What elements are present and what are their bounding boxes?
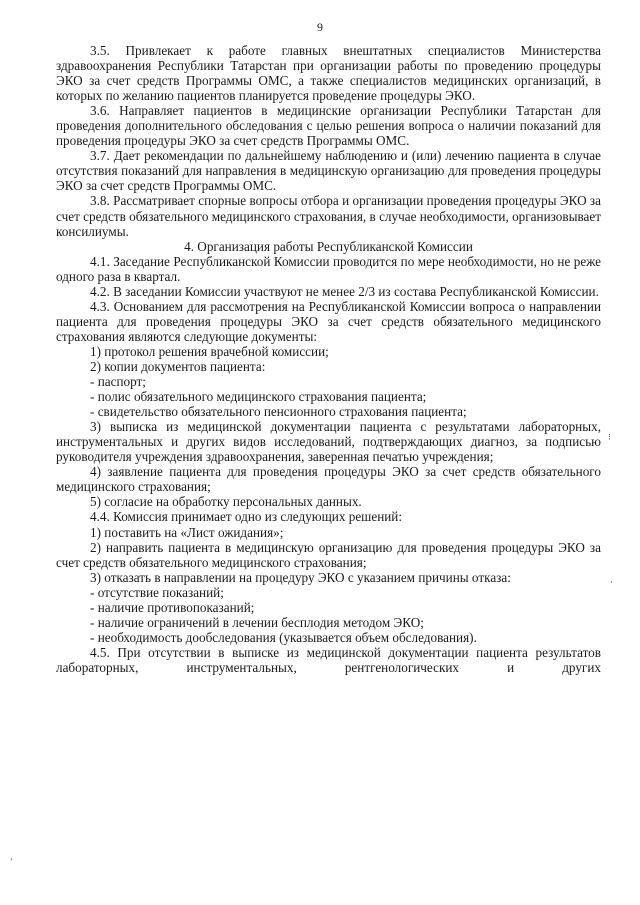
paragraph-3-8: 3.8. Рассматривает спорные вопросы отбора и организации проведения процедуры ЭКО за счет средств обязательного медицинского страхования, в случае необходимости, организовывает консилиумы.	[56, 193, 601, 239]
list-item-consent: 5) согласие на обработку персональных данных.	[90, 494, 362, 510]
refusal-reason-additional-exam: - необходимость дообследования (указывается объем обследования).	[90, 629, 477, 645]
page-number: 9	[317, 20, 323, 34]
paragraph-4-3: 4.3. Основанием для рассмотрения на Республиканской Комиссии вопроса о направлении пациента для проведения процедуры ЭКО за счет средств обязательного медицинского страхования являются следующие документы:	[56, 298, 601, 344]
paragraph-4-4: 4.4. Комиссия принимает одно из следующих решений:	[90, 509, 403, 525]
list-item-copies: 2) копии документов пациента:	[90, 358, 266, 374]
list-item-medical-extract: 3) выписка из медицинской документации пациента с результатами лабораторных, инструментальных и других видов исследований, подтверждающих диагноз, за подписью руководителя учреждения здравоохранения, заверенная печатью учреждения;	[56, 419, 601, 465]
refusal-reason-contraindications: - наличие противопоказаний;	[90, 599, 255, 615]
paragraph-4-5: 4.5. При отсутствии в выписке из медицинской документации пациента результатов лабораторных, инструментальных, рентгенологических и других	[56, 644, 601, 675]
decision-refuse: 3) отказать в направлении на процедуру ЭКО с указанием причины отказа:	[90, 569, 511, 585]
list-item-protocol: 1) протокол решения врачебной комиссии;	[90, 343, 329, 359]
list-item-application: 4) заявление пациента для проведения процедуры ЭКО за счет средств обязательного медицинского страхования;	[56, 464, 601, 495]
scan-speck-mark: ˈ	[10, 858, 13, 868]
list-item-pension-certificate: - свидетельство обязательного пенсионного страхования пациента;	[90, 404, 467, 420]
document-body	[56, 43, 601, 675]
scan-speck-mark: ⁝	[608, 433, 611, 443]
list-item-oms-policy: - полис обязательного медицинского страхования пациента;	[90, 389, 427, 405]
list-item-passport: - паспорт;	[90, 374, 146, 390]
paragraph-3-6: 3.6. Направляет пациентов в медицинские организации Республики Татарстан для проведения дополнительного обследования с целью решения вопроса о наличии показаний для проведения процедуры ЭКО за счет средств Программы ОМС.	[56, 103, 601, 149]
paragraph-3-5: 3.5. Привлекает к работе главных внештатных специалистов Министерства здравоохранения Республики Татарстан при организации работы по проведению процедуры ЭКО за счет средств Программы ОМС, а также специалистов медицинских организаций, в которых по желанию пациентов планируется проведение процедуры ЭКО.	[56, 43, 601, 104]
paragraph-4-2: 4.2. В заседании Комиссии участвуют не менее 2/3 из состава Республиканской Комиссии.	[90, 283, 599, 299]
refusal-reason-limitations: - наличие ограничений в лечении бесплодия методом ЭКО;	[90, 614, 424, 630]
section-heading-4: 4. Организация работы Республиканской Комиссии	[184, 238, 473, 254]
decision-refer: 2) направить пациента в медицинскую организацию для проведения процедуры ЭКО за счет средств обязательного медицинского страхования;	[56, 539, 601, 570]
paragraph-3-7: 3.7. Дает рекомендации по дальнейшему наблюдению и (или) лечению пациента в случае отсутствия показаний для направления в медицинскую организацию для проведения процедуры ЭКО за счет средств Программы ОМС.	[56, 148, 601, 194]
paragraph-4-1: 4.1. Заседание Республиканской Комиссии проводится по мере необходимости, но не реже одного раза в квартал.	[56, 253, 601, 284]
decision-waiting-list: 1) поставить на «Лист ожидания»;	[90, 524, 284, 540]
scan-speck-mark: ·	[610, 578, 613, 588]
refusal-reason-no-indications: - отсутствие показаний;	[90, 584, 224, 600]
